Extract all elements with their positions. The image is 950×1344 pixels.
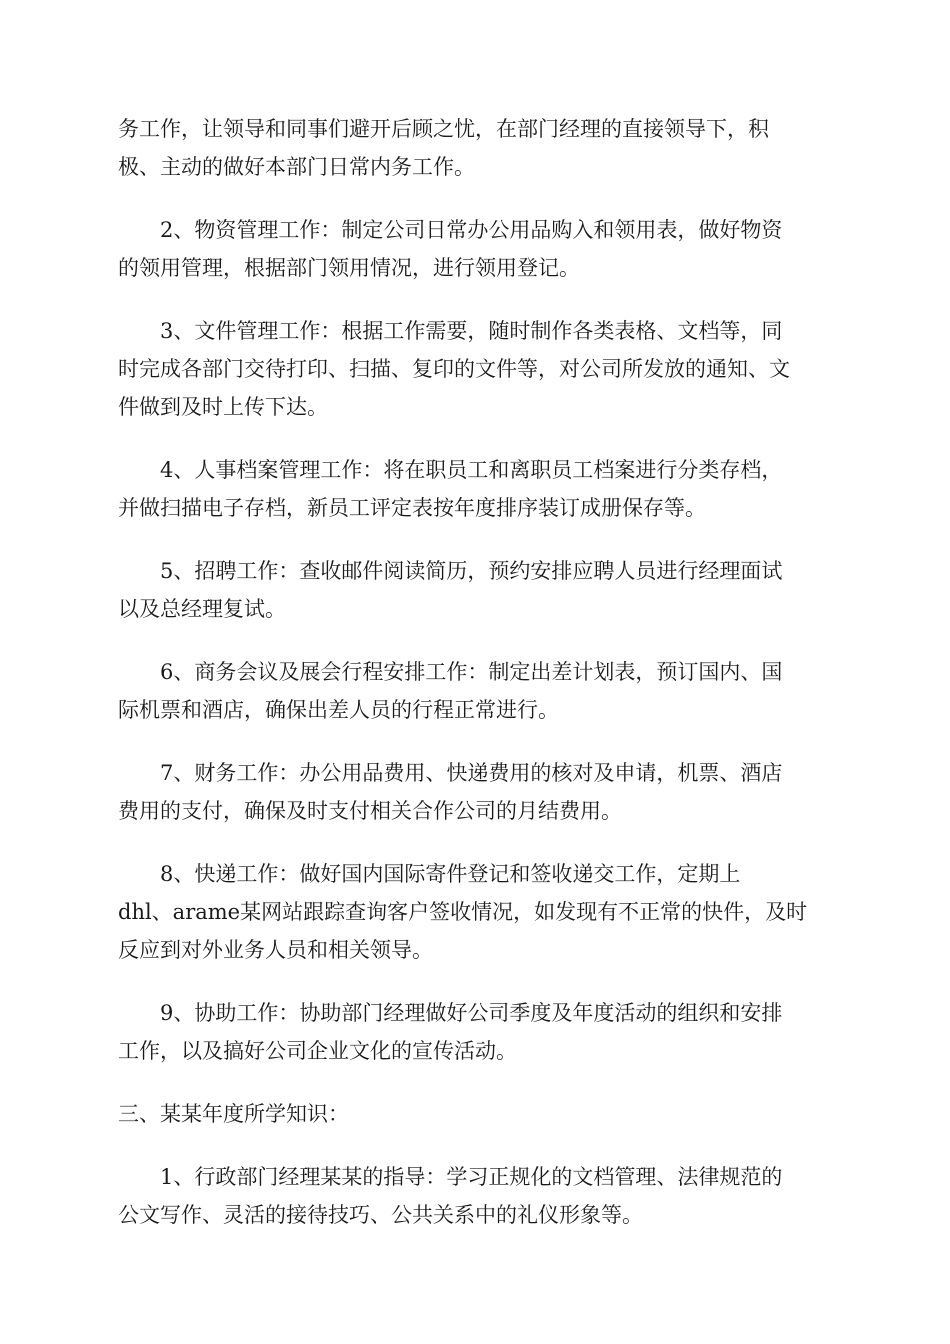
text-line: 极、主动的做好本部门日常内务工作。 bbox=[118, 155, 475, 179]
text-line: 费用的支付，确保及时支付相关合作公司的月结费用。 bbox=[118, 799, 622, 823]
document-body bbox=[118, 110, 833, 1259]
text-line: 公文写作、灵活的接待技巧、公共关系中的礼仪形象等。 bbox=[118, 1203, 643, 1227]
text-line: 际机票和酒店，确保出差人员的行程正常进行。 bbox=[118, 698, 559, 722]
text-line: 6、商务会议及展会行程安排工作：制定出差计划表，预订国内、国 bbox=[160, 660, 783, 684]
paragraph-item-5-recruiting bbox=[118, 552, 833, 628]
text-line: 务工作，让领导和同事们避开后顾之忧，在部门经理的直接领导下，积 bbox=[118, 117, 769, 141]
text-line: 3、文件管理工作：根据工作需要，随时制作各类表格、文档等，同 bbox=[160, 319, 783, 343]
text-line: 7、财务工作：办公用品费用、快递费用的核对及申请，机票、酒店 bbox=[160, 761, 783, 785]
paragraph-item-3-files bbox=[118, 312, 833, 426]
paragraph-item-6-travel bbox=[118, 653, 833, 729]
text-line: 件做到及时上传下达。 bbox=[118, 395, 328, 419]
paragraph-item-9-assist bbox=[118, 994, 833, 1070]
text-line: 以及总经理复试。 bbox=[118, 597, 286, 621]
heading-line: 三、某某年度所学知识： bbox=[118, 1102, 349, 1126]
text-line: 9、协助工作：协助部门经理做好公司季度及年度活动的组织和安排 bbox=[160, 1001, 783, 1025]
text-line: 5、招聘工作：查收邮件阅读简历，预约安排应聘人员进行经理面试 bbox=[160, 559, 783, 583]
text-line: 的领用管理，根据部门领用情况，进行领用登记。 bbox=[118, 256, 580, 280]
text-line: dhl、arame某网站跟踪查询客户签收情况，如发现有不正常的快件，及时 bbox=[118, 900, 808, 924]
text-line: 4、人事档案管理工作：将在职员工和离职员工档案进行分类存档， bbox=[160, 458, 783, 482]
text-line: 时完成各部门交待打印、扫描、复印的文件等，对公司所发放的通知、文 bbox=[118, 357, 790, 381]
paragraph-knowledge-item-1 bbox=[118, 1158, 833, 1234]
text-line: 工作，以及搞好公司企业文化的宣传活动。 bbox=[118, 1039, 517, 1063]
text-line: 8、快递工作：做好国内国际寄件登记和签收递交工作，定期上 bbox=[160, 862, 741, 886]
text-line: 并做扫描电子存档，新员工评定表按年度排序装订成册保存等。 bbox=[118, 496, 706, 520]
paragraph-intro-continued bbox=[118, 110, 833, 186]
paragraph-item-2-supplies bbox=[118, 211, 833, 287]
text-line: 2、物资管理工作：制定公司日常办公用品购入和领用表，做好物资 bbox=[160, 218, 783, 242]
paragraph-item-4-hr-archives bbox=[118, 451, 833, 527]
text-line: 反应到对外业务人员和相关领导。 bbox=[118, 938, 433, 962]
paragraph-item-7-finance bbox=[118, 754, 833, 830]
paragraph-item-8-courier bbox=[118, 855, 833, 969]
section-heading-knowledge bbox=[118, 1095, 833, 1133]
text-line: 1、行政部门经理某某的指导：学习正规化的文档管理、法律规范的 bbox=[160, 1165, 783, 1189]
